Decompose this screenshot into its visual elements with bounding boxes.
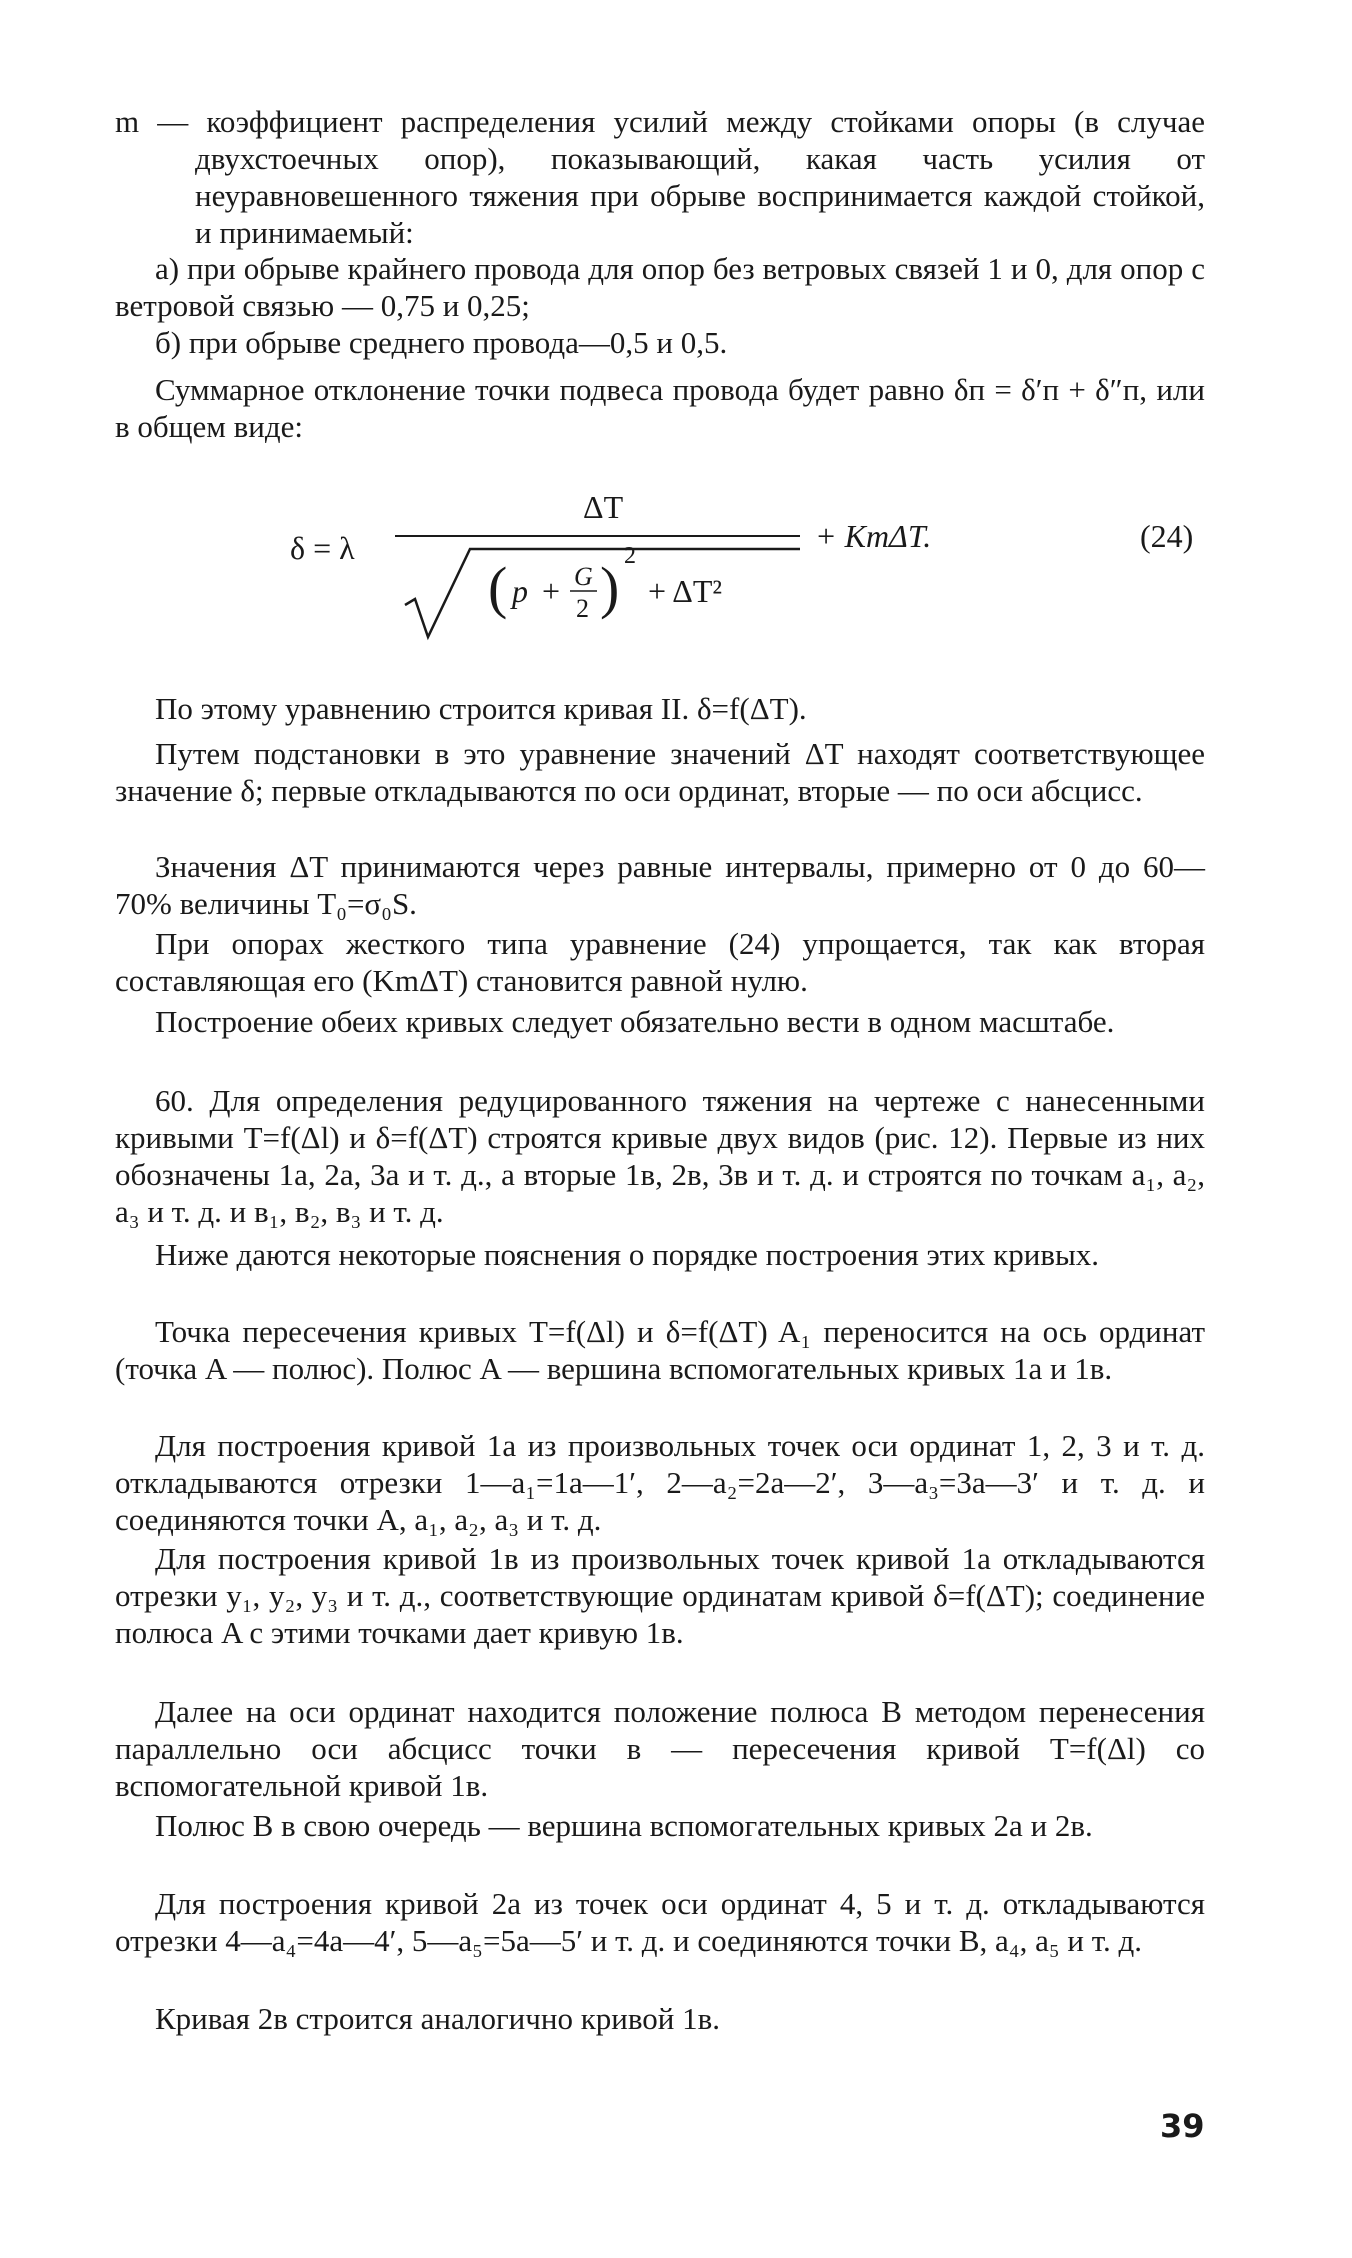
paragraph-explanations: Ниже даются некоторые пояснения о порядке построения этих кривых. [155, 1237, 1100, 1272]
paragraph-build-1b: Для построения кривой 1в из произвольных точек кривой 1а откладываются отрезки y₁, y₂, y₃ и т. д., соответствующие ординатам кривой δ=f(ΔT); соединение полюса A с этими точками дает кривую 1в. [115, 1541, 1205, 1650]
formula-lhs: δ = λ [290, 530, 355, 566]
paragraph-sum-deflection: Суммарное отклонение точки подвеса провода будет равно δп = δ′п + δ″п, или в общем виде: [115, 372, 1205, 444]
formula-dt2: + ΔT² [648, 573, 722, 609]
paragraph-intersection: Точка пересечения кривых T=f(Δl) и δ=f(ΔT) A₁ переносится на ось ординат (точка A — полюс). Полюс A — вершина вспомогательных кривых 1а и 1в. [115, 1314, 1205, 1386]
formula-square: 2 [624, 543, 636, 569]
formula-numerator: ΔT [583, 489, 624, 525]
paragraph-scale: Построение обеих кривых следует обязательно вести в одном масштабе. [155, 1004, 1115, 1039]
paragraph-pole-B: Далее на оси ординат находится положение полюса B методом перенесения параллельно оси абсцисс точки в — пересечения кривой T=f(Δl) со вспомогательной кривой 1в. [115, 1694, 1205, 1803]
paragraph-values: Значения ΔT принимаются через равные интервалы, примерно от 0 до 60—70% величины T₀=σ₀S. [115, 849, 1205, 921]
paragraph-curve-II: По этому уравнению строится кривая II. δ=f(ΔT). [155, 691, 807, 726]
paragraph-build-1a: Для построения кривой 1а из произвольных точек оси ординат 1, 2, 3 и т. д. откладываются отрезки 1—а₁=1а—1′, 2—а₂=2а—2′, 3—а₃=3а—3′ и т. д. и соединяются точки A, а₁, а₂, а₃ и т. д. [115, 1428, 1205, 1537]
paragraph-curve-2b: Кривая 2в строится аналогично кривой 1в. [155, 2001, 721, 2036]
formula-plus: + [542, 573, 561, 609]
paragraph-60: 60. Для определения редуцированного тяжения на чертеже с нанесенными кривыми T=f(Δl) и δ=f(ΔT) строятся кривые двух видов (рис. 12). Первые из них обозначены 1а, 2а, 3а и т. д., а вторые 1в, 2в, 3в и т. д. и строятся по точкам а₁, а₂, а₃ и т. д. и в₁, в₂, в₃ и т. д. [115, 1083, 1205, 1229]
paragraph-m-definition: m — коэффициент распределения усилий между стойками опоры (в случае двухстоечных опор), показывающий, какая часть усилия от неуравновешенного тяжения при обрыве воспринимается каждой стойкой, и принимаемый: [115, 104, 1205, 250]
equation-number: (24) [1140, 518, 1194, 554]
right-paren: ) [600, 555, 620, 620]
formula-p: p [512, 573, 528, 609]
paragraph-substitution: Путем подстановки в это уравнение значений ΔT находят соответствующее значение δ; первые откладываются по оси ординат, вторые — по оси абсцисс. [115, 736, 1205, 808]
paragraph-rigid-supports: При опорах жесткого типа уравнение (24) упрощается, так как вторая составляющая его (KmΔT) становится равной нулю. [115, 926, 1205, 998]
paragraph-build-2a: Для построения кривой 2а из точек оси ординат 4, 5 и т. д. откладываются отрезки 4—а₄=4а—4′, 5—а₅=5а—5′ и т. д. и соединяются точки B, а₄, а₅ и т. д. [115, 1886, 1205, 1958]
formula-two: 2 [576, 594, 589, 623]
formula-G: G [574, 562, 593, 591]
paragraph-pole-B-vertex: Полюс B в свою очередь — вершина вспомогательных кривых 2а и 2в. [155, 1808, 1093, 1843]
page-number: 39 [1160, 2107, 1205, 2145]
left-paren: ( [488, 555, 508, 620]
formula-tail: + KmΔT. [815, 518, 932, 554]
paragraph-case-b: б) при обрыве среднего провода—0,5 и 0,5. [155, 325, 728, 360]
paragraph-case-a: а) при обрыве крайнего провода для опор без ветровых связей 1 и 0, для опор с ветровой связью — 0,75 и 0,25; [115, 251, 1205, 323]
equation-24 [0, 487, 1352, 647]
